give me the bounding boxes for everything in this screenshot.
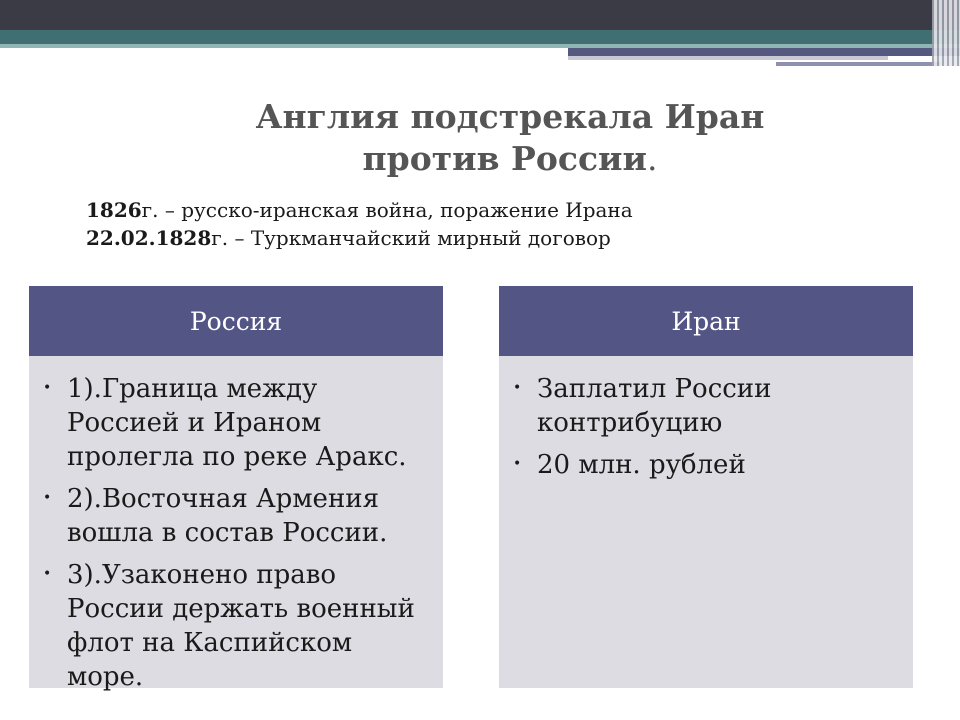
list-item — [43, 482, 425, 550]
vertical-stripes-decor — [932, 0, 960, 66]
fact-line — [86, 224, 706, 252]
title-line-1: Англия подстрекала Иран — [255, 97, 765, 136]
russia-panel — [29, 286, 443, 692]
bullet-icon: • — [43, 490, 52, 506]
list-item-text: 1).Граница между Россией и Ираном пролегла по реке Аракс. — [67, 374, 407, 472]
bullet-icon: • — [43, 566, 52, 582]
bullet-icon: • — [513, 380, 522, 396]
title-dot: . — [647, 139, 658, 178]
russia-panel-header: Россия — [29, 286, 443, 356]
title-line-2 — [250, 138, 770, 180]
russia-panel-body — [29, 356, 443, 694]
fact-text: г. – Туркманчайский мирный договор — [211, 226, 611, 250]
fact-line — [86, 196, 706, 224]
slide-title — [250, 96, 770, 180]
title-line-2-text: против России — [362, 139, 648, 178]
light-decor-strip — [568, 56, 888, 60]
fact-text: г. – русско-иранская война, поражение Ирана — [141, 198, 633, 222]
list-item — [43, 372, 425, 474]
list-item — [513, 448, 895, 482]
iran-panel-header: Иран — [499, 286, 913, 356]
iran-panel-body — [499, 356, 913, 482]
list-item-text: 2).Восточная Армения вошла в состав России. — [67, 484, 388, 548]
bullet-icon: • — [513, 456, 522, 472]
list-item-text: 3).Узаконено право России держать военный флот на Каспийском море. — [67, 560, 415, 692]
facts-block — [86, 196, 706, 252]
bullet-icon: • — [43, 380, 52, 396]
teal-decor-band — [0, 30, 960, 44]
fact-date: 1826 — [86, 198, 142, 222]
list-item-text: 20 млн. рублей — [537, 450, 746, 480]
list-item-text: Заплатил России контрибуцию — [537, 374, 772, 438]
list-item — [43, 558, 425, 694]
top-decor-band — [0, 0, 960, 30]
small-decor-strip — [776, 62, 940, 66]
slate-decor-strip — [568, 48, 960, 56]
fact-date: 22.02.1828 — [86, 226, 212, 250]
iran-panel — [499, 286, 913, 688]
list-item — [513, 372, 895, 440]
